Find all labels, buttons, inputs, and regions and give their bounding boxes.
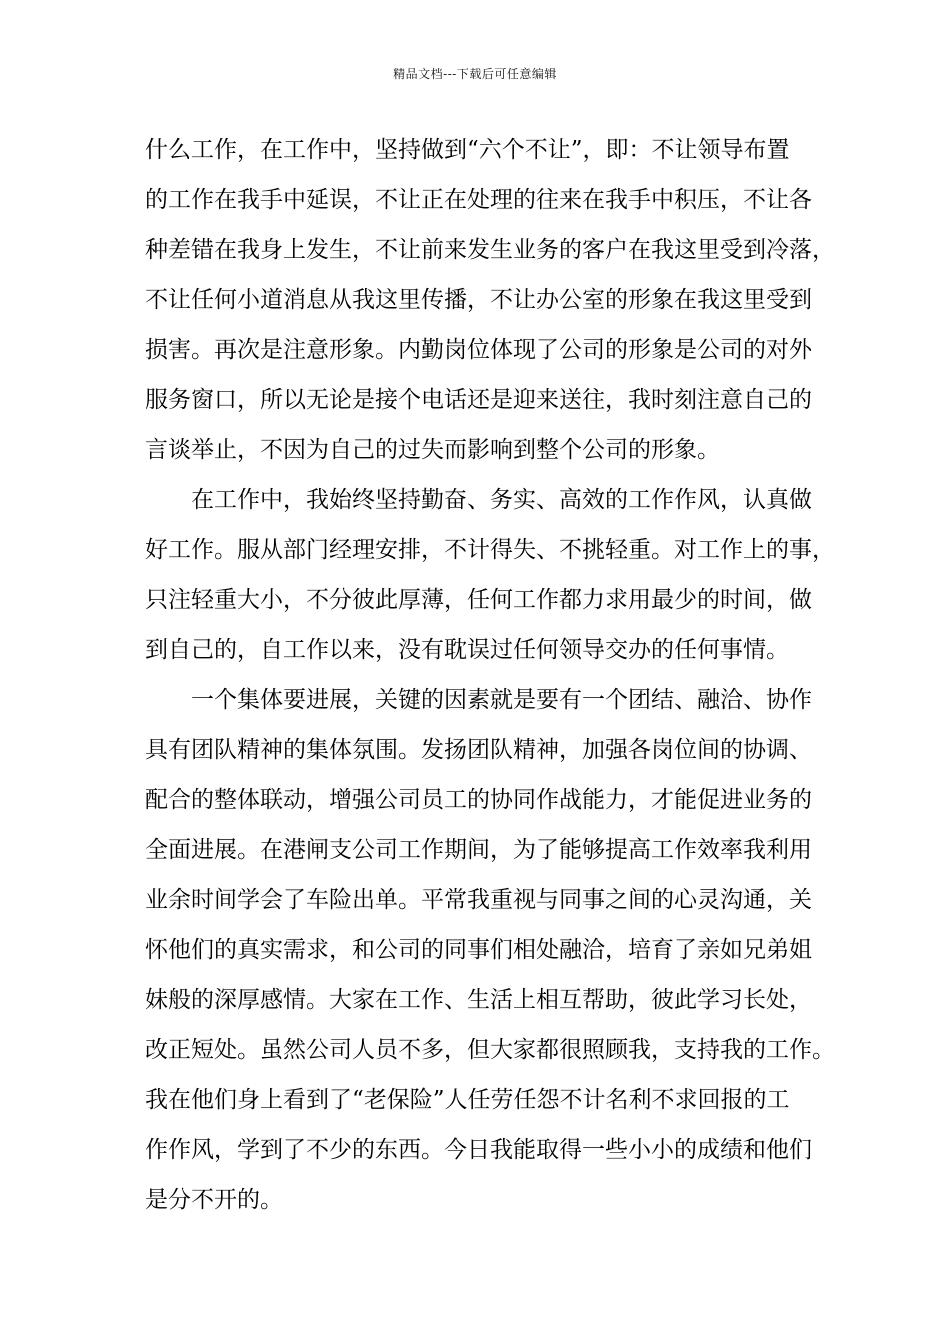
- document-body: [145, 125, 835, 1225]
- text-line: 的工作在我手中延误，不让正在处理的往来在我手中积压，不让各: [145, 187, 812, 213]
- paragraph-3: [145, 675, 835, 1225]
- text-line: 怀他们的真实需求，和公司的同事们相处融洽，培育了亲如兄弟姐: [145, 937, 812, 963]
- text-line: 配合的整体联动，增强公司员工的协同作战能力，才能促进业务的: [145, 787, 812, 813]
- text-line: 是分不开的。: [145, 1187, 283, 1213]
- text-line: 只注轻重大小，不分彼此厚薄，任何工作都力求用最少的时间，做: [145, 587, 812, 613]
- text-line: 改正短处。虽然公司人员不多，但大家都很照顾我，支持我的工作。: [145, 1037, 835, 1063]
- text-line: 到自己的，自工作以来，没有耽误过任何领导交办的任何事情。: [145, 637, 789, 663]
- text-line: 作作风，学到了不少的东西。今日我能取得一些小小的成绩和他们: [145, 1137, 812, 1163]
- text-line: 服务窗口，所以无论是接个电话还是迎来送往，我时刻注意自己的: [145, 387, 812, 413]
- text-line: 种差错在我身上发生，不让前来发生业务的客户在我这里受到冷落，: [145, 237, 835, 263]
- text-line: 全面进展。在港闸支公司工作期间，为了能够提高工作效率我利用: [145, 837, 812, 863]
- text-line: 妹般的深厚感情。大家在工作、生活上相互帮助，彼此学习长处，: [145, 987, 812, 1013]
- text-line: 好工作。服从部门经理安排，不计得失、不挑轻重。对工作上的事，: [145, 537, 835, 563]
- page-header: 精品文档---下载后可任意编辑: [393, 67, 557, 81]
- text-line: 具有团队精神的集体氛围。发扬团队精神，加强各岗位间的协调、: [145, 737, 812, 763]
- paragraph-1: [145, 125, 835, 475]
- text-line: 什么工作，在工作中，坚持做到“六个不让”，即：不让领导布置: [145, 137, 790, 163]
- text-line: 不让任何小道消息从我这里传播，不让办公室的形象在我这里受到: [145, 287, 812, 313]
- text-line: 在工作中，我始终坚持勤奋、务实、高效的工作作风，认真做: [191, 487, 812, 513]
- text-line: 损害。再次是注意形象。内勤岗位体现了公司的形象是公司的对外: [145, 337, 812, 363]
- text-line: 业余时间学会了车险出单。平常我重视与同事之间的心灵沟通，关: [145, 887, 812, 913]
- paragraph-2: [145, 475, 835, 675]
- text-line: 言谈举止，不因为自己的过失而影响到整个公司的形象。: [145, 437, 720, 463]
- text-line: 我在他们身上看到了“老保险”人任劳任怨不计名利不求回报的工: [145, 1087, 790, 1113]
- text-line: 一个集体要进展，关键的因素就是要有一个团结、融洽、协作: [191, 687, 812, 713]
